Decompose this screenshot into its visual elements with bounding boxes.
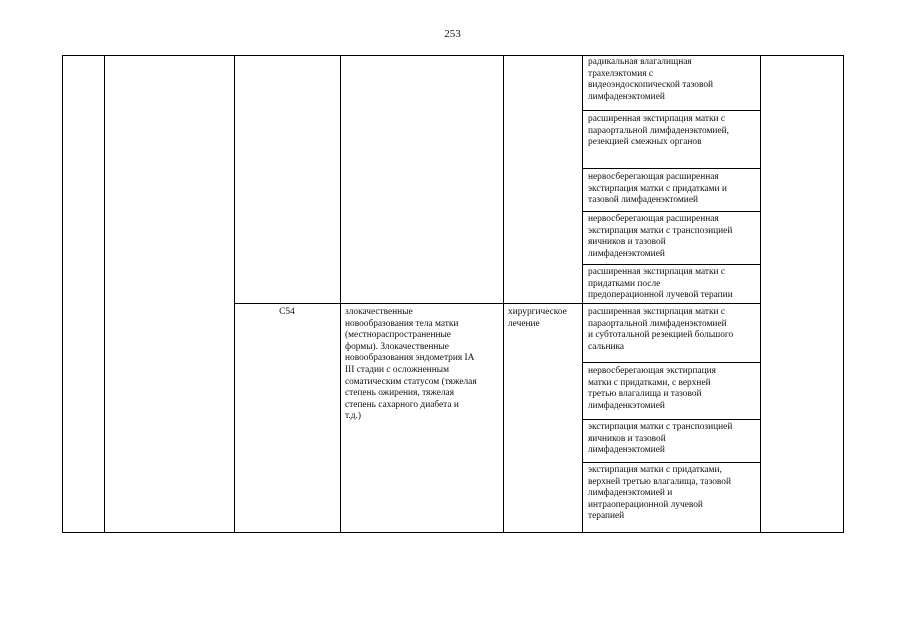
column-border xyxy=(104,55,105,533)
column-border xyxy=(843,55,844,533)
code-cell: C54 xyxy=(279,307,295,317)
method-cell: нервосберегающая расширенная экстирпация матки с транспозицией яичников и тазовой лимфаденэктомией xyxy=(588,214,733,259)
diagnosis-cell: злокачественные новообразования тела матки (местнораспространенные формы). Злокачественные новообразования эндометрия IA III стадии с осложненным соматическим статусом (тяжелая степень ожирения, тяжелая степень сахарного диабета и т.д.) xyxy=(345,307,477,422)
method-cell: расширенная экстирпация матки с параортальной лимфаденэктомией и субтотальной резекцией большого сальника xyxy=(588,307,734,352)
method-row-border xyxy=(582,264,761,265)
table-top-border xyxy=(62,55,844,56)
column-border xyxy=(62,55,63,533)
column-border xyxy=(503,55,504,533)
method-row-border xyxy=(582,211,761,212)
method-cell: расширенная экстирпация матки с придатками после предоперационной лучевой терапии xyxy=(588,267,733,301)
method-row-border xyxy=(582,362,761,363)
column-border xyxy=(340,55,341,533)
method-cell: расширенная экстирпация матки с параортальной лимфаденэктомией, резекцией смежных органов xyxy=(588,114,729,148)
method-cell: экстирпация матки с придатками, верхней третью влагалища, тазовой лимфаденэктомией и интраоперационной лучевой терапией xyxy=(588,465,731,522)
table-bottom-border xyxy=(62,532,844,533)
method-cell: нервосберегающая экстирпация матки с придатками, с верхней третью влагалища и тазовой лимфаденкэтомией xyxy=(588,366,716,411)
method-cell: радикальная влагалищная трахелэктомия с видеоэндоскопической тазовой лимфаденэктомией xyxy=(588,57,714,102)
column-border xyxy=(234,55,235,533)
method-row-border xyxy=(582,110,761,111)
method-row-border xyxy=(582,462,761,463)
method-cell: нервосберегающая расширенная экстирпация матки с придатками и тазовой лимфаденэктомией xyxy=(588,172,727,206)
method-row-border xyxy=(582,168,761,169)
method-cell: экстирпация матки с транспозицией яичников и тазовой лимфаденэктомией xyxy=(588,422,733,456)
group-row-border xyxy=(234,303,761,304)
method-row-border xyxy=(582,419,761,420)
page-number: 253 xyxy=(444,28,461,40)
treatment-type-cell: хирургическое лечение xyxy=(508,307,567,329)
